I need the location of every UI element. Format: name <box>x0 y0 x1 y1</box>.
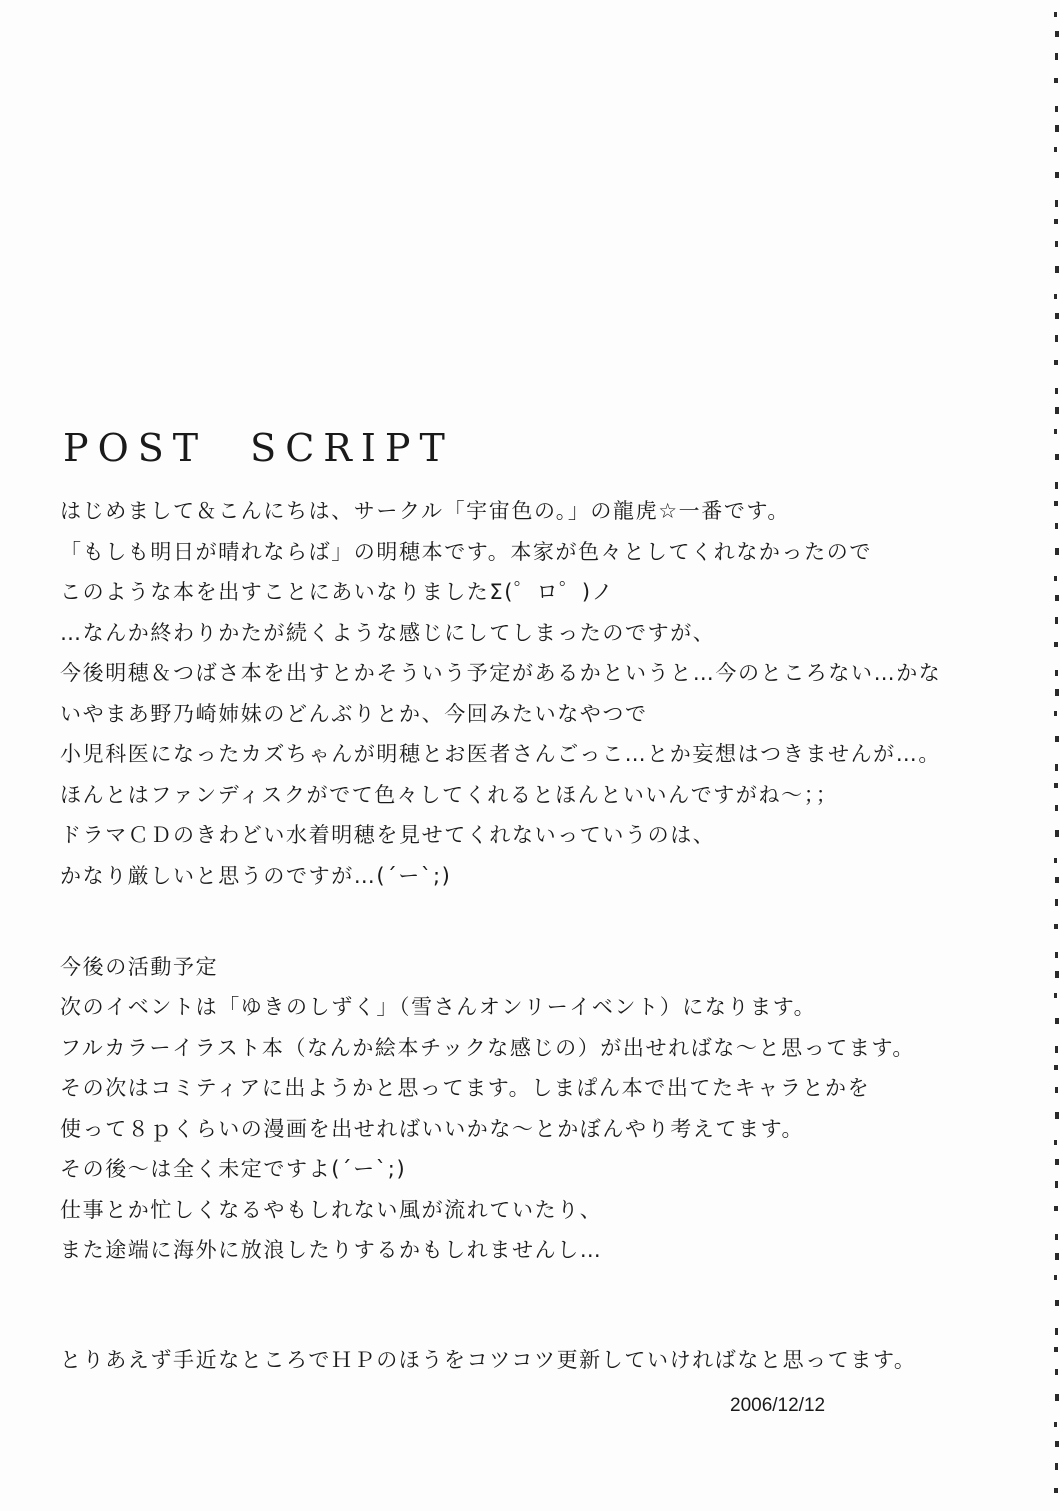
activities-heading: 今後の活動予定 <box>60 955 219 979</box>
text-line: 「もしも明日が晴れならば」の明穂本です。本家が色々としてくれなかったので <box>60 539 872 564</box>
text-line: 次のイベントは「ゆきのしずく」（雪さんオンリーイベント）になります。 <box>60 995 817 1019</box>
binding-mark <box>1055 971 1059 978</box>
binding-mark <box>1055 877 1059 883</box>
binding-mark <box>1055 1087 1058 1093</box>
binding-mark <box>1055 1112 1059 1119</box>
binding-mark <box>1055 454 1059 460</box>
binding-mark <box>1054 1488 1058 1493</box>
text-line: 小児科医になったカズちゃんが明穂とお医者さんごっこ…とか妄想はつきませんが…。 <box>60 742 941 766</box>
text-line: かなり厳しいと思うのですが…(´ー`;) <box>60 863 452 888</box>
activities-paragraph <box>60 987 915 1271</box>
binding-mark <box>1054 294 1057 299</box>
text-line: ドラマＣＤのきわどい水着明穂を見せてくれないっていうのは、 <box>60 823 716 847</box>
binding-mark <box>1055 689 1059 696</box>
binding-mark <box>1054 642 1058 647</box>
binding-mark <box>1055 1300 1059 1306</box>
binding-mark <box>1055 736 1059 742</box>
binding-mark <box>1055 1181 1058 1188</box>
binding-mark <box>1054 783 1058 788</box>
binding-mark <box>1054 1275 1057 1280</box>
binding-mark <box>1055 1018 1059 1024</box>
binding-mark <box>1054 501 1058 506</box>
binding-mark <box>1055 266 1059 273</box>
binding-mark <box>1055 1463 1058 1470</box>
binding-mark <box>1054 429 1057 434</box>
binding-mark <box>1055 617 1058 624</box>
binding-mark <box>1054 219 1058 224</box>
binding-mark <box>1055 670 1058 676</box>
binding-mark <box>1055 407 1059 414</box>
binding-mark <box>1055 899 1058 906</box>
text-line: また途端に海外に放浪したりするかもしれませんし… <box>60 1238 603 1262</box>
binding-mark <box>1055 241 1058 247</box>
text-line: このような本を出すことにあいなりましたΣ(゜ロ゜)ノ <box>60 580 615 604</box>
binding-mark <box>1055 1369 1058 1375</box>
binding-mark <box>1054 576 1057 581</box>
date-stamp: 2006/12/12 <box>730 1395 826 1416</box>
binding-mark <box>1055 1394 1059 1401</box>
binding-mark <box>1055 1253 1059 1260</box>
binding-mark <box>1054 1140 1057 1145</box>
text-line: はじめまして＆こんにちは、サークル「宇宙色の。」の龍虎☆一番です。 <box>60 499 790 523</box>
binding-mark <box>1055 313 1059 319</box>
text-line: …なんか終わりかたが続くような感じにしてしまったのですが、 <box>60 620 716 645</box>
text-line: 仕事とか忙しくなるやもしれない風が流れていたり、 <box>60 1197 603 1222</box>
binding-mark <box>1055 805 1058 811</box>
text-line: フルカラーイラスト本（なんか絵本チックな感じの）が出せればな～と思ってます。 <box>60 1035 916 1060</box>
binding-mark <box>1055 523 1058 529</box>
binding-mark <box>1054 360 1058 365</box>
binding-mark <box>1055 1441 1059 1447</box>
text-line: ほんとはファンディスクがでて色々してくれるとほんといいんですがね～；； <box>60 782 839 807</box>
binding-mark <box>1055 482 1058 489</box>
closing-line: とりあえず手近なところでＨＰのほうをコツコツ更新していければなと思ってます。 <box>60 1348 917 1372</box>
binding-mark <box>1054 1206 1058 1211</box>
binding-mark <box>1055 335 1058 342</box>
binding-mark <box>1054 78 1058 83</box>
binding-mark <box>1055 548 1059 555</box>
text-line: いやまあ野乃崎姉妹のどんぶりとか、今回みたいなやつで <box>60 701 648 726</box>
binding-mark <box>1055 125 1059 132</box>
binding-mark <box>1054 858 1057 863</box>
binding-mark <box>1054 12 1057 17</box>
binding-mark <box>1054 1422 1057 1427</box>
binding-mark <box>1054 1347 1058 1352</box>
binding-mark <box>1054 711 1057 716</box>
binding-mark <box>1055 1234 1058 1240</box>
text-line: 今後明穂＆つばさ本を出すとかそういう予定があるかというと…今のところない…かな <box>60 661 942 685</box>
text-line: 使って８ｐくらいの漫画を出せればいいかな～とかぼんやり考えてます。 <box>60 1116 805 1141</box>
binding-mark <box>1054 993 1057 998</box>
binding-mark <box>1055 388 1058 394</box>
text-line: その次はコミティアに出ようかと思ってます。しまぱん本で出てたキャラとかを <box>60 1076 871 1100</box>
binding-mark <box>1055 1159 1059 1165</box>
binding-mark <box>1055 106 1058 112</box>
binding-edge-marks <box>1046 0 1060 1511</box>
binding-mark <box>1055 31 1059 37</box>
binding-mark <box>1055 595 1059 601</box>
binding-mark <box>1055 1328 1058 1335</box>
binding-mark <box>1055 764 1058 771</box>
text-line: その後～は全く未定ですよ(´ー`;) <box>60 1157 407 1181</box>
binding-mark <box>1055 53 1058 60</box>
binding-mark <box>1054 1065 1058 1070</box>
binding-mark <box>1054 924 1058 929</box>
page-title: POST SCRIPT <box>63 426 454 470</box>
binding-mark <box>1055 952 1058 958</box>
intro-paragraph <box>60 491 941 896</box>
binding-mark <box>1055 172 1059 178</box>
binding-mark <box>1054 147 1057 152</box>
binding-mark <box>1055 830 1059 837</box>
binding-mark <box>1055 1046 1058 1053</box>
binding-mark <box>1055 200 1058 207</box>
